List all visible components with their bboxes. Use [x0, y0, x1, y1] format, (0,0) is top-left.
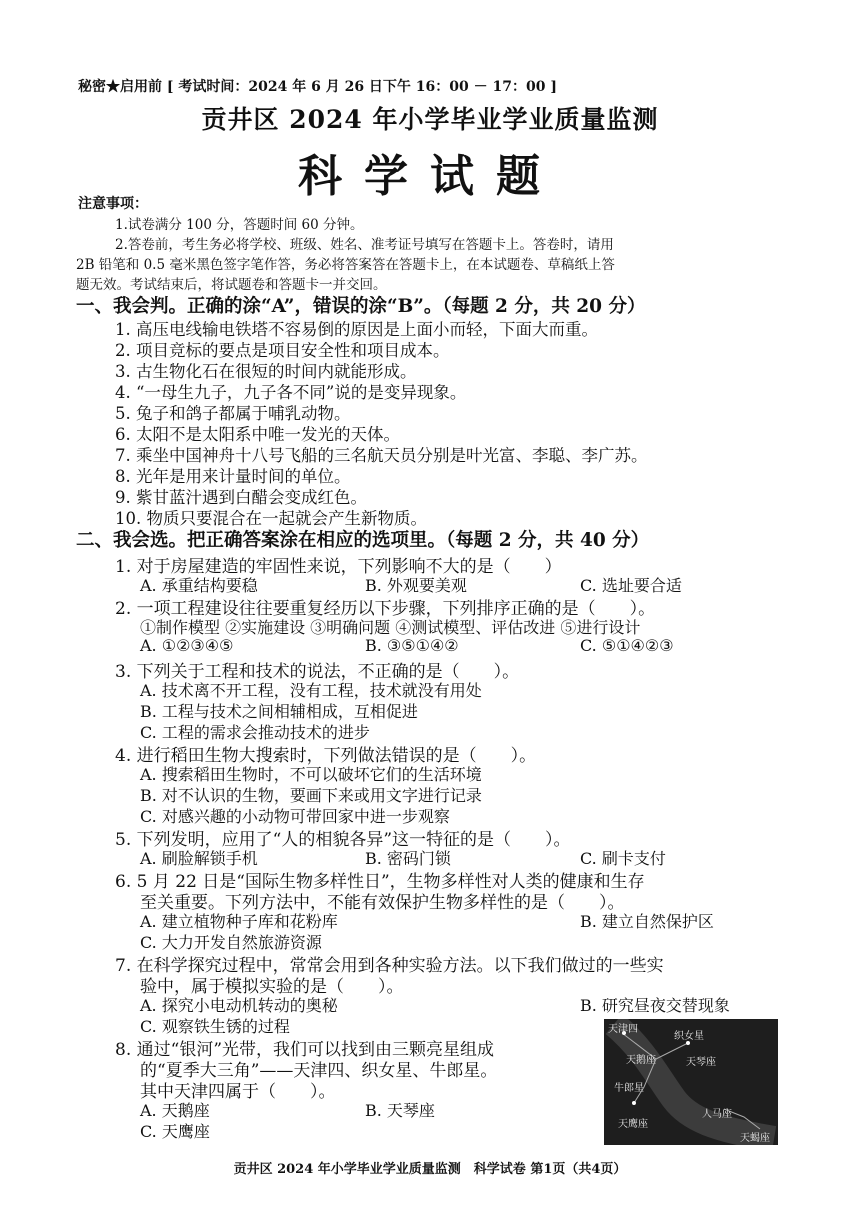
q8-stem-cont2: 其中天津四属于（ ）。 [140, 1082, 336, 1102]
confidential-exam-time: 秘密★启用前 [ 考试时间：2024 年 6 月 26 日下午 16：00 － 17：00 ] [78, 79, 557, 95]
q8-option-b: B. 天琴座 [365, 1101, 435, 1120]
q4-option-c: C. 对感兴趣的小动物可带回家中进一步观察 [140, 807, 450, 826]
section-1-title: 一、我会判。正确的涂“A”，错误的涂“B”。（每题 2 分，共 20 分） [76, 296, 646, 317]
q3-option-a: A. 技术离不开工程，没有工程，技术就没有用处 [140, 681, 482, 700]
note-2-cont: 2B 铅笔和 0.5 毫米黑色签字笔作答，务必将答案答在答题卡上，在本试题卷、草稿纸上答 [76, 257, 615, 273]
tf-item-8: 8. 光年是用来计量时间的单位。 [115, 467, 351, 486]
note-2-cont2: 题无效。考试结束后，将试题卷和答题卡一并交回。 [76, 277, 387, 293]
q5-option-a: A. 刷脸解锁手机 [140, 849, 258, 868]
summer-triangle-star-chart [604, 1019, 778, 1145]
page-footer: 贡井区 2024 年小学毕业学业质量监测 科学试卷 第1页（共4页） [233, 1162, 627, 1177]
label-aquila: 天鹰座 [618, 1119, 648, 1130]
q6-stem-cont: 至关重要。下列方法中，不能有效保护生物多样性的是（ ）。 [140, 893, 625, 913]
q8-stem: 8. 通过“银河”光带，我们可以找到由三颗亮星组成 [115, 1040, 495, 1060]
q2-option-b: B. ③⑤①④② [365, 636, 459, 655]
q6-option-a: A. 建立植物种子库和花粉库 [140, 912, 338, 931]
tf-item-6: 6. 太阳不是太阳系中唯一发光的天体。 [115, 425, 400, 444]
q7-option-b: B. 研究昼夜交替现象 [580, 996, 730, 1015]
q1-stem: 1. 对于房屋建造的牢固性来说，下列影响不大的是（ ） [115, 557, 562, 577]
note-2: 2.答卷前，考生务必将学校、班级、姓名、准考证号填写在答题卡上。答卷时，请用 [115, 237, 614, 253]
q6-option-c: C. 大力开发自然旅游资源 [140, 933, 322, 952]
label-vega: 织女星 [674, 1031, 704, 1042]
label-cygnus: 天鹅座 [626, 1055, 656, 1066]
q7-option-c: C. 观察铁生锈的过程 [140, 1017, 290, 1036]
q6-stem: 6. 5 月 22 日是“国际生物多样性日”，生物多样性对人类的健康和生存 [115, 872, 645, 892]
label-scorpius: 天蝎座 [740, 1133, 770, 1144]
q2-option-a: A. ①②③④⑤ [140, 636, 234, 655]
label-deneb: 天津四 [608, 1024, 638, 1035]
q5-stem: 5. 下列发明，应用了“人的相貌各异”这一特征的是（ ）。 [115, 830, 571, 850]
tf-item-4: 4. “一母生九子，九子各不同”说的是变异现象。 [115, 383, 467, 402]
note-1: 1.试卷满分 100 分，答题时间 60 分钟。 [115, 217, 364, 233]
q8-option-c: C. 天鹰座 [140, 1122, 210, 1141]
q2-steps: ①制作模型 ②实施建设 ③明确问题 ④测试模型、评估改进 ⑤进行设计 [140, 618, 641, 637]
tf-item-2: 2. 项目竞标的要点是项目安全性和项目成本。 [115, 341, 450, 360]
subject-title: 科学试题 [298, 151, 562, 202]
exam-title: 贡井区 2024 年小学毕业学业质量监测 [201, 105, 659, 134]
q2-stem: 2. 一项工程建设往往要重复经历以下步骤，下列排序正确的是（ ）。 [115, 599, 656, 619]
q8-stem-cont: 的“夏季大三角”——天津四、织女星、牛郎星。 [140, 1061, 498, 1081]
tf-item-1: 1. 高压电线输电铁塔不容易倒的原因是上面小而轻，下面大而重。 [115, 320, 598, 339]
q7-option-a: A. 探究小电动机转动的奥秘 [140, 996, 338, 1015]
q4-option-a: A. 搜索稻田生物时，不可以破坏它们的生活环境 [140, 765, 482, 784]
q2-option-c: C. ⑤①④②③ [580, 636, 674, 655]
q1-option-c: C. 选址要合适 [580, 576, 682, 595]
tf-item-7: 7. 乘坐中国神舟十八号飞船的三名航天员分别是叶光富、李聪、李广苏。 [115, 446, 648, 465]
tf-item-5: 5. 兔子和鸽子都属于哺乳动物。 [115, 404, 351, 423]
label-lyra: 天琴座 [686, 1057, 716, 1068]
q3-option-c: C. 工程的需求会推动技术的进步 [140, 723, 370, 742]
notes-heading: 注意事项： [78, 196, 148, 212]
q7-stem-cont: 验中，属于模拟实验的是（ ）。 [140, 977, 404, 997]
section-2-title: 二、我会选。把正确答案涂在相应的选项里。（每题 2 分，共 40 分） [76, 530, 650, 551]
tf-item-9: 9. 紫甘蓝汁遇到白醋会变成红色。 [115, 488, 367, 507]
q8-option-a: A. 天鹅座 [140, 1101, 210, 1120]
q5-option-b: B. 密码门锁 [365, 849, 451, 868]
q6-option-b: B. 建立自然保护区 [580, 912, 714, 931]
tf-item-3: 3. 古生物化石在很短的时间内就能形成。 [115, 362, 417, 381]
q4-stem: 4. 进行稻田生物大搜索时，下列做法错误的是（ ）。 [115, 746, 537, 766]
q3-option-b: B. 工程与技术之间相辅相成，互相促进 [140, 702, 418, 721]
q3-stem: 3. 下列关于工程和技术的说法，不正确的是（ ）。 [115, 662, 520, 682]
q1-option-b: B. 外观要美观 [365, 576, 467, 595]
label-sagittarius: 人马座 [702, 1109, 732, 1120]
q5-option-c: C. 刷卡支付 [580, 849, 666, 868]
tf-item-10: 10. 物质只要混合在一起就会产生新物质。 [115, 509, 427, 528]
label-altair: 牛郎星 [614, 1083, 644, 1094]
q1-option-a: A. 承重结构要稳 [140, 576, 258, 595]
altair-star [632, 1101, 636, 1105]
q4-option-b: B. 对不认识的生物，要画下来或用文字进行记录 [140, 786, 482, 805]
q7-stem: 7. 在科学探究过程中，常常会用到各种实验方法。以下我们做过的一些实 [115, 956, 664, 976]
